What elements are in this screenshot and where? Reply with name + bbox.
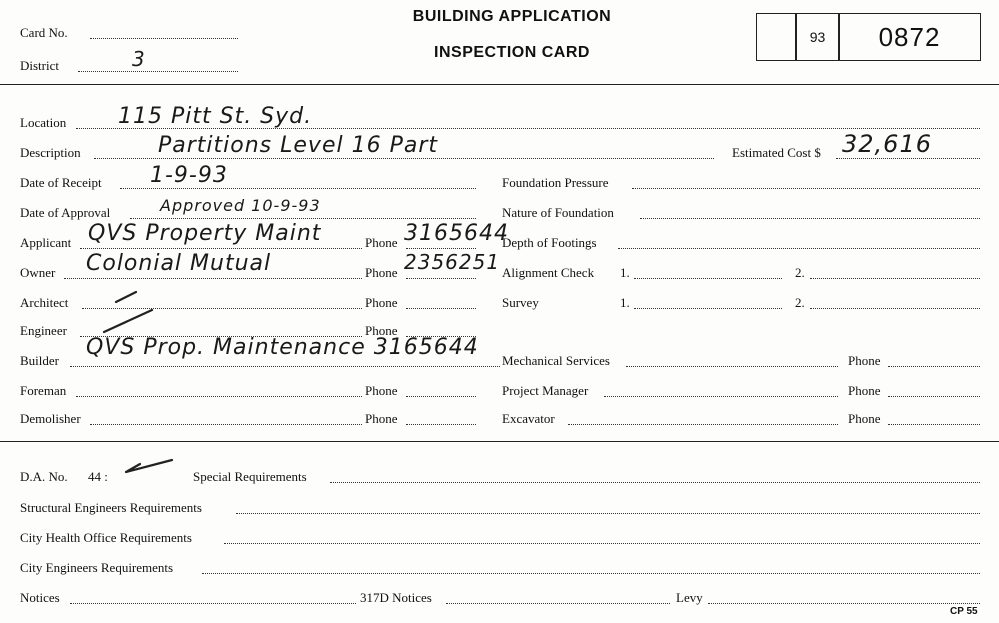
notices-317d-label: 317D Notices: [360, 590, 432, 605]
survey-2-label: 2.: [795, 295, 805, 310]
da-no-label: D.A. No.: [20, 469, 68, 484]
architect-phone-label: Phone: [365, 295, 398, 310]
project-manager-label: Project Manager: [502, 383, 589, 398]
district-line: [78, 71, 238, 72]
special-requirements-line: [330, 482, 980, 483]
title-line-1: BUILDING APPLICATION: [412, 8, 612, 25]
levy-label: Levy: [676, 590, 703, 605]
project-manager-phone-label: Phone: [848, 383, 881, 398]
engineer-dash-mark: [100, 304, 160, 338]
survey-label: Survey: [502, 295, 539, 310]
survey-1-line: [634, 308, 782, 309]
health-requirements-line: [224, 543, 980, 544]
engineers-requirements-line: [202, 573, 980, 574]
owner-phone-line: [406, 278, 476, 279]
mechanical-phone-label: Phone: [848, 353, 881, 368]
levy-line: [708, 603, 980, 604]
builder-line: [70, 366, 500, 367]
header-divider: [0, 84, 999, 85]
alignment-2-line: [810, 278, 980, 279]
mechanical-phone-line: [888, 366, 980, 367]
estimated-cost-line: [836, 158, 980, 159]
district-label: District: [20, 58, 59, 73]
depth-footings-label: Depth of Footings: [502, 235, 597, 250]
description-label: Description: [20, 145, 81, 160]
applicant-line: [80, 248, 362, 249]
builder-label: Builder: [20, 353, 59, 368]
demolisher-label: Demolisher: [20, 411, 81, 426]
demolisher-phone-label: Phone: [365, 411, 398, 426]
notices-line: [70, 603, 356, 604]
applicant-value: QVS Property Maint: [88, 221, 322, 246]
foreman-label: Foreman: [20, 383, 67, 398]
foreman-phone-line: [406, 396, 476, 397]
description-line: [94, 158, 714, 159]
card-no-line: [90, 38, 238, 39]
health-requirements-label: City Health Office Requirements: [20, 530, 192, 545]
estimated-cost-label: Estimated Cost $: [732, 145, 821, 160]
engineers-requirements-label: City Engineers Requirements: [20, 560, 174, 575]
card-number-box: 0872: [838, 13, 981, 61]
architect-label: Architect: [20, 295, 69, 310]
architect-phone-line: [406, 308, 476, 309]
alignment-1-label: 1.: [620, 265, 630, 280]
foreman-line: [76, 396, 362, 397]
project-manager-line: [604, 396, 838, 397]
date-approval-line: [130, 218, 476, 219]
location-label: Location: [20, 115, 67, 130]
number-box-blank: [756, 13, 797, 61]
owner-phone-label: Phone: [365, 265, 398, 280]
alignment-1-line: [634, 278, 782, 279]
applicant-phone-line: [406, 248, 476, 249]
title-line-2: INSPECTION CARD: [434, 44, 590, 61]
nature-foundation-line: [640, 218, 980, 219]
description-value: Partitions Level 16 Part: [158, 133, 438, 158]
foundation-pressure-label: Foundation Pressure: [502, 175, 609, 190]
da-no-value: 44 :: [88, 469, 108, 484]
foundation-pressure-line: [632, 188, 980, 189]
lower-section-divider: [0, 441, 999, 442]
notices-label: Notices: [20, 590, 60, 605]
special-requirements-label: Special Requirements: [193, 469, 307, 484]
demolisher-phone-line: [406, 424, 476, 425]
alignment-label: Alignment Check: [502, 265, 595, 280]
date-receipt-value: 1-9-93: [150, 163, 228, 188]
excavator-label: Excavator: [502, 411, 555, 426]
alignment-2-label: 2.: [795, 265, 805, 280]
excavator-phone-line: [888, 424, 980, 425]
applicant-phone-label: Phone: [365, 235, 398, 250]
owner-phone-value: 2356251: [404, 250, 501, 274]
owner-line: [64, 278, 362, 279]
da-tick-mark: [120, 450, 180, 480]
applicant-phone-value: 3165644: [404, 221, 509, 246]
date-approval-label: Date of Approval: [20, 205, 111, 220]
engineer-label: Engineer: [20, 323, 67, 338]
engineer-phone-label: Phone: [365, 323, 398, 338]
owner-value: Colonial Mutual: [86, 251, 272, 276]
excavator-phone-label: Phone: [848, 411, 881, 426]
year-box: 93: [795, 13, 840, 61]
date-receipt-label: Date of Receipt: [20, 175, 102, 190]
depth-footings-line: [618, 248, 980, 249]
mechanical-line: [626, 366, 838, 367]
foreman-phone-label: Phone: [365, 383, 398, 398]
location-value: 115 Pitt St. Syd.: [118, 104, 313, 129]
notices-317d-line: [446, 603, 670, 604]
nature-foundation-label: Nature of Foundation: [502, 205, 614, 220]
structural-requirements-label: Structural Engineers Requirements: [20, 500, 202, 515]
architect-dash-mark: [112, 286, 142, 306]
date-receipt-line: [120, 188, 476, 189]
project-manager-phone-line: [888, 396, 980, 397]
structural-requirements-line: [236, 513, 980, 514]
mechanical-label: Mechanical Services: [502, 353, 610, 368]
card-no-label: Card No.: [20, 25, 68, 40]
excavator-line: [568, 424, 838, 425]
estimated-cost-value: 32,616: [842, 130, 932, 158]
district-value: 3: [132, 47, 146, 71]
date-approval-value: Approved 10-9-93: [160, 196, 321, 215]
builder-value: QVS Prop. Maintenance 3165644: [86, 335, 479, 360]
owner-label: Owner: [20, 265, 56, 280]
applicant-label: Applicant: [20, 235, 72, 250]
demolisher-line: [90, 424, 362, 425]
survey-2-line: [810, 308, 980, 309]
survey-1-label: 1.: [620, 295, 630, 310]
form-code: CP 55: [950, 606, 978, 617]
